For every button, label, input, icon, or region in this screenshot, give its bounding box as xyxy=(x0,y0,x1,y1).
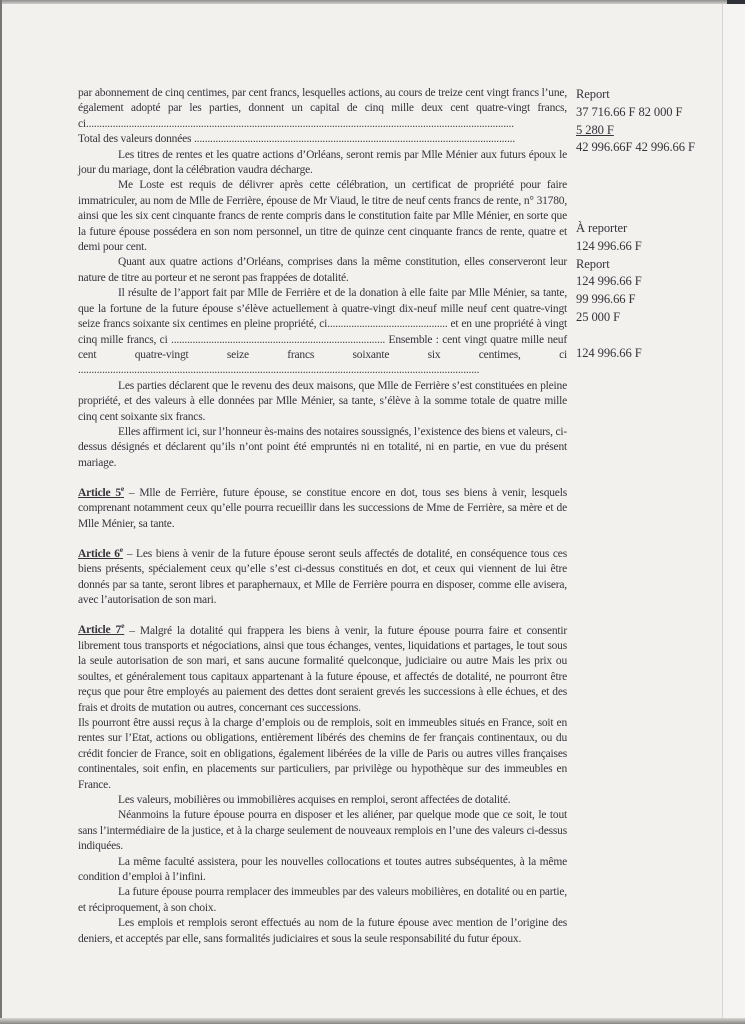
article-ordinal-superscript: e xyxy=(121,621,125,631)
body-paragraph: Les valeurs, mobilières ou immobilières acquises en remploi, seront affectées de dotalité. xyxy=(118,793,511,806)
article-ordinal-superscript: e xyxy=(119,545,123,555)
margin-amount: 124 996.66 F xyxy=(576,238,642,253)
margin-amount: 42 996.66F 42 996.66 F xyxy=(576,140,695,155)
body-paragraph: Les parties déclarent que le revenu des deux maisons, que Mlle de Ferrière s’est constituées en pleine propriété, et des valeurs à elle données par Mlle Ménier, sa tante, s’élève à la somme totale de quatre mille cinq cent soixante six francs. xyxy=(78,379,567,423)
scan-edge-top xyxy=(0,0,745,4)
body-paragraph: Total des valeurs données ........................................................................................................................ xyxy=(78,133,515,146)
margin-amount: 5 280 F xyxy=(576,122,614,137)
scan-edge-left xyxy=(0,0,2,1024)
article-heading: Article 7e xyxy=(78,621,125,637)
margin-amount: 37 716.66 F 82 000 F xyxy=(576,104,683,119)
margin-label: Report xyxy=(576,87,610,101)
margin-label: À reporter xyxy=(576,221,628,235)
body-paragraph: Quant aux quatre actions d’Orléans, comprises dans la même constitution, elles conserveront leur nature de titre au porteur et ne seront pas frappées de dotalité. xyxy=(78,256,567,284)
margin-amount: 99 996.66 F xyxy=(576,292,636,307)
deed-text-column xyxy=(78,86,567,947)
margin-amounts-total xyxy=(576,345,741,363)
margin-amount: 25 000 F xyxy=(576,309,620,324)
article-heading: Article 5e xyxy=(78,484,125,499)
body-paragraph: par abonnement de cinq centimes, par cent francs, lesquelles actions, au cours de treize cent vingt francs l’une, également adopté par les parties, donnent un capital de cinq mille deux cent quatre-vingt francs, ci................................................................................................................................................................ xyxy=(78,87,567,130)
article-paragraph: Article 7e – Malgré la dotalité qui frappera les biens à venir, la future épouse pourra faire et consentir librement tous transports et négociations, ainsi que tous échanges, ventes, liquidations et partages, le tout sous la seule autorisation de son mari, et sans aucune formalité quelconque, judiciaire ou autre Mais les prix ou soultes, et généralement tous capitaux appartenant à la future épouse, et affectés de dotalité, ne pourront être reçus que pour être employés au paiement des dettes dont seraient grevés les successions à elle échues, et des frais et droits de mutation ou autres, concernant ces successions. xyxy=(78,621,567,714)
margin-amounts-middle xyxy=(576,220,741,327)
article-paragraph: Article 6e – Les biens à venir de la future épouse seront seuls affectés de dotalité, en conséquence tous ces biens présents, spécialement ceux qu’elle s’est ci-dessus constitués en dot, et ceux qui viennent de lui être donnés par sa tante, seront libres et paraphernaux, et Mlle de Ferrière pourra en disposer, comme elle avisera, avec l’autorisation de son mari. xyxy=(78,545,567,607)
article-ordinal-superscript: e xyxy=(120,484,125,494)
margin-amount: 124 996.66 F xyxy=(576,346,642,360)
margin-amounts-top xyxy=(576,86,741,157)
body-paragraph: La même faculté assistera, pour les nouvelles collocations et toutes autres subséquentes, à la même condition d’emploi à l’infini. xyxy=(78,855,567,883)
body-paragraph: Me Loste est requis de délivrer après cette célébration, un certificat de propriété pour faire immatriculer, au nom de Mlle de Ferrière, épouse de Mr Viaud, le titre de neuf cents francs de rente, n° 31780, ainsi que les six cent cinquante francs de rente compris dans le constitution faite par Mlle Ménier, en sorte que la future épouse possédera en son nom personnel, un titre de quinze cent cinquante francs de rente, quatre et demi pour cent. xyxy=(78,179,567,254)
body-paragraph: La future épouse pourra remplacer des immeubles par des valeurs mobilières, en dotalité ou en partie, et réciproquement, à son choix. xyxy=(78,886,567,914)
body-paragraph: Néanmoins la future épouse pourra en disposer et les aliéner, par quelque mode que ce soit, le tout sans l’intermédiaire de la justice, et à la charge seulement de nouveaux remplois en l’une des valeurs ci-dessus indiquées. xyxy=(78,809,567,853)
body-paragraph: Il résulte de l’apport fait par Mlle de Ferrière et de la donation à elle faite par Mlle Ménier, sa tante, que la fortune de la future épouse s’élève actuellement à quatre-vingt dix-neuf mille neuf cent quatre-vingt seize francs soixante six centimes en pleine propriété, ci............................................. et en une propriété à vingt cinq mille francs, ci ................................................................................ Ensemble : cent vingt quatre mille neuf cent quatre-vingt seize francs soixante six centimes, ci ...................................................................................................................................................... xyxy=(78,287,567,377)
body-paragraph: Elles affirment ici, sur l’honneur ès-mains des notaires soussignés, l’existence des biens et valeurs, ci-dessus désignés et déclarent qu’ils n’ont point été empruntés ni en totalité, ni en partie, en vue du présent mariage. xyxy=(78,425,567,469)
body-paragraph: Les titres de rentes et les quatre actions d’Orléans, seront remis par Mlle Ménier aux futurs époux le jour du mariage, dont la célébration vaudra décharge. xyxy=(78,148,567,177)
article-heading: Article 6e xyxy=(78,545,123,561)
margin-amount: 124 996.66 F xyxy=(576,274,642,289)
margin-label: Report xyxy=(576,256,610,271)
scan-edge-bottom xyxy=(0,1018,745,1024)
article-paragraph: Article 5e – Mlle de Ferrière, future épouse, se constitue encore en dot, tous ses biens à venir, lesquels comprenant notamment ceux qu’elle pourra recueillir dans les successions de Mme de Ferrière, sa mère et de Mlle Ménier, sa tante. xyxy=(78,484,567,530)
body-paragraph: Ils pourront être aussi reçus à la charge d’emplois ou de remplois, soit en immeubles situés en France, soit en rentes sur l’Etat, actions ou obligations, entièrement libérés des chemins de fer français continentaux, ou du crédit foncier de France, soit en obligations, également libérées de la ville de Paris ou autres villes françaises continentales, soit enfin, en placements sur particuliers, par privilège ou hypothèque sur des immeubles en France. xyxy=(78,716,567,791)
body-paragraph: Les emplois et remplois seront effectués au nom de la future épouse avec mention de l’origine des deniers, et acceptés par elle, sans formalités judiciaires et sous la seule responsabilité du futur époux. xyxy=(78,917,567,945)
